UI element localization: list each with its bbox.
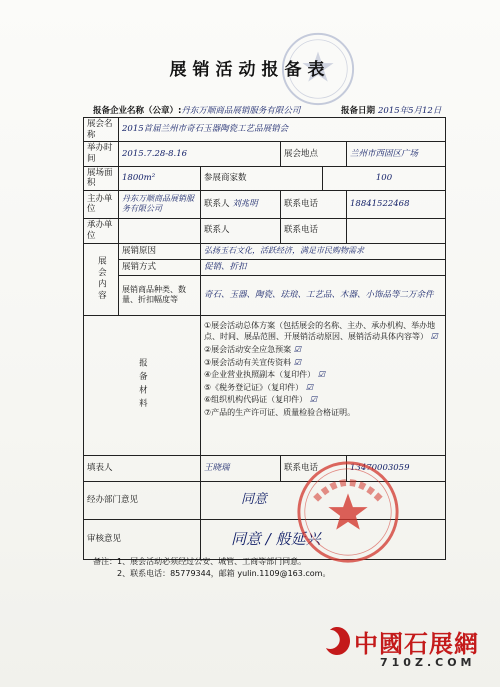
applicant-line — [93, 104, 300, 116]
material-check: ☑ — [305, 382, 313, 392]
filler-phone-value: 13470003059 — [347, 455, 446, 481]
review-value: 同意 / 般延兴 — [201, 519, 446, 559]
goods-value: 奇石、玉器、陶瓷、珐琅、工艺品、木器、小饰品等二万余件 — [201, 275, 446, 315]
area-label: 展场面积 — [84, 166, 119, 190]
note-line-1: 备注：1、展会活动必须经过公安、城管、工商等部门同意。 — [93, 557, 307, 566]
host-phone-label: 联系电话 — [281, 190, 347, 218]
row-area-vendors — [84, 166, 446, 190]
organizer-label: 承办单位 — [84, 218, 119, 243]
method-value: 促销、折扣 — [201, 259, 446, 275]
watermark-brand: 中國石展網 — [354, 630, 479, 658]
review-label: 审核意见 — [84, 519, 201, 559]
reason-label: 展销原因 — [119, 243, 201, 259]
host-contact-label: 联系人 刘兆明 — [201, 190, 281, 218]
watermark-domain: 710Z.COM — [380, 656, 476, 669]
filler-value: 王晓瑞 — [201, 455, 281, 481]
notes — [93, 556, 330, 581]
area-value: 1800m² — [119, 166, 201, 190]
location-value: 兰州市西固区广场 — [347, 142, 446, 166]
row-host — [84, 190, 446, 218]
section-content-label: 展会内容 — [84, 243, 119, 315]
row-materials — [84, 315, 446, 455]
material-check: ☑ — [293, 357, 301, 367]
material-check: ☑ — [430, 332, 438, 342]
materials-label: 报备材料 — [84, 315, 201, 455]
material-item: ②展会活动安全应急预案 ☑ — [204, 344, 301, 354]
applicant-label: 报备企业名称（公章）: — [93, 106, 182, 116]
method-label: 展销方式 — [119, 259, 201, 275]
time-label: 举办时间 — [84, 142, 119, 166]
organizer-phone-label: 联系电话 — [281, 218, 347, 243]
organizer-phone-value — [347, 218, 446, 243]
organizer-contact-label: 联系人 — [201, 218, 281, 243]
host-value: 丹东万顺商品展销服务有限公司 — [119, 190, 201, 218]
materials-list — [201, 315, 446, 455]
row-method — [84, 259, 446, 275]
exhibition-name-value: 2015首届兰州市奇石玉器陶瓷工艺品展销会 — [119, 118, 446, 142]
material-item: ⑥组织机构代码证（复印件） ☑ — [204, 395, 317, 405]
row-exhibition-name — [84, 118, 446, 142]
material-check: ☑ — [293, 344, 301, 354]
goods-label: 展销商品种类、数量、折扣幅度等 — [119, 275, 201, 315]
material-item: ①展会活动总体方案（包括展会的名称、主办、承办机构、举办地点、时间、展品范围、开展销活动原因、展销活动具体内容等） ☑ — [204, 320, 438, 342]
time-value: 2015.7.28-8.16 — [119, 142, 281, 166]
location-label: 展会地点 — [281, 142, 347, 166]
material-item: ④企业营业执照副本（复印件） ☑ — [204, 370, 325, 380]
filler-label: 填表人 — [84, 455, 201, 481]
brand-logo-icon — [320, 624, 354, 658]
applicant-value: 丹东万顺商品展销服务有限公司 — [181, 106, 301, 116]
dept-value: 同意 — [201, 481, 446, 519]
row-goods — [84, 275, 446, 315]
material-item: ⑦产品的生产许可证、质量检验合格证明。 — [204, 407, 356, 417]
host-phone-value: 18841522468 — [347, 190, 446, 218]
dept-label: 经办部门意见 — [84, 481, 201, 519]
material-item: ③展会活动有关宣传资料 ☑ — [204, 357, 301, 367]
row-review — [84, 519, 446, 559]
host-label: 主办单位 — [84, 190, 119, 218]
note-line-2: 2、联系电话：85779344，邮箱 yulin.1109@163.com。 — [117, 569, 331, 579]
vendors-value: 100 — [323, 166, 446, 190]
filler-phone-label: 联系电话 — [281, 455, 347, 481]
report-date — [341, 104, 441, 116]
document-title: 展销活动报备表 — [169, 60, 331, 80]
organizer-value — [119, 218, 201, 243]
material-item: ⑤《税务登记证》（复印件） ☑ — [204, 382, 313, 392]
material-check: ☑ — [309, 395, 317, 405]
exhibition-name-label: 展会名称 — [84, 118, 119, 142]
row-dept-opinion — [84, 481, 446, 519]
vendors-label: 参展商家数 — [201, 166, 323, 190]
report-form — [83, 117, 446, 560]
row-filler — [84, 455, 446, 481]
row-organizer — [84, 218, 446, 243]
reason-value: 弘扬玉石文化，活跃经济，满足市民购物需求 — [201, 243, 446, 259]
date-value: 2015年5月12日 — [377, 106, 442, 116]
host-contact-value: 刘兆明 — [232, 198, 258, 209]
row-reason — [84, 243, 446, 259]
material-check: ☑ — [317, 370, 325, 380]
site-watermark — [318, 618, 494, 682]
row-time-location — [84, 142, 446, 166]
date-label: 报备日期 — [341, 106, 376, 116]
